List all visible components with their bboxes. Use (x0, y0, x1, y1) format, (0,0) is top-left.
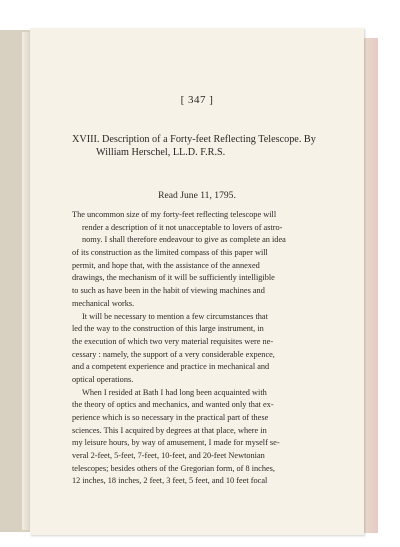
text-line: the theory of optics and mechanics, and wanted only that ex- (72, 400, 274, 410)
text-line: sciences. This I acquired by degrees at that place, where in (72, 425, 267, 435)
text-line: of its construction as the limited compass of this paper will (72, 248, 268, 258)
text-line: veral 2-feet, 5-feet, 7-feet, 10-feet, and 20-feet Newtonian (72, 451, 265, 461)
body-text (72, 209, 340, 488)
paragraph-1 (72, 209, 340, 311)
text-line: It will be necessary to mention a few circumstances that (82, 311, 268, 321)
text-line: my leisure hours, by way of amusement, I made for myself se- (72, 438, 280, 448)
text-line: perience which is so necessary in the practical part of these (72, 413, 269, 422)
book-page (30, 28, 364, 535)
text-line: cessary : namely, the support of a very considerable expence, (72, 349, 275, 359)
read-date: Read June 11, 1795. (158, 190, 236, 201)
text-line: and a competent experience and practice in mechanical and (72, 362, 270, 372)
text-line: mechanical works. (72, 298, 135, 308)
text-line: 12 inches, 18 inches, 2 feet, 3 feet, 5 feet, and 10 feet focal (72, 476, 268, 486)
text-line: drawings, the mechanism of it will be sufficiently intelligible (72, 273, 275, 283)
text-line: the execution of which two very material requisites were ne- (72, 336, 274, 346)
paragraph-3 (72, 387, 340, 489)
heading-line-1: XVIII. Description of a Forty-feet Reflecting Telescope. By (72, 134, 316, 145)
heading-line-2: William Herschel, LL.D. F.R.S. (96, 147, 226, 158)
text-line: render a description of it not unacceptable to lovers of astro- (82, 222, 283, 232)
text-line: The uncommon size of my forty-feet reflecting telescope will (72, 210, 277, 219)
text-line: telescopes; besides others of the Gregorian form, of 8 inches, (72, 463, 275, 473)
paragraph-2 (72, 311, 340, 387)
page-number: [ 347 ] (180, 94, 214, 106)
text-line: led the way to the construction of this large instrument, in (72, 324, 264, 334)
text-line: When I resided at Bath I had long been acquainted with (82, 387, 267, 397)
article-heading (72, 133, 340, 159)
text-line: to such as have been in the habit of viewing machines and (72, 286, 265, 296)
text-line: nomy. I shall therefore endeavour to give as complete an idea (82, 235, 286, 245)
text-line: optical operations. (72, 374, 134, 384)
text-line: permit, and hope that, with the assistance of the annexed (72, 260, 260, 270)
